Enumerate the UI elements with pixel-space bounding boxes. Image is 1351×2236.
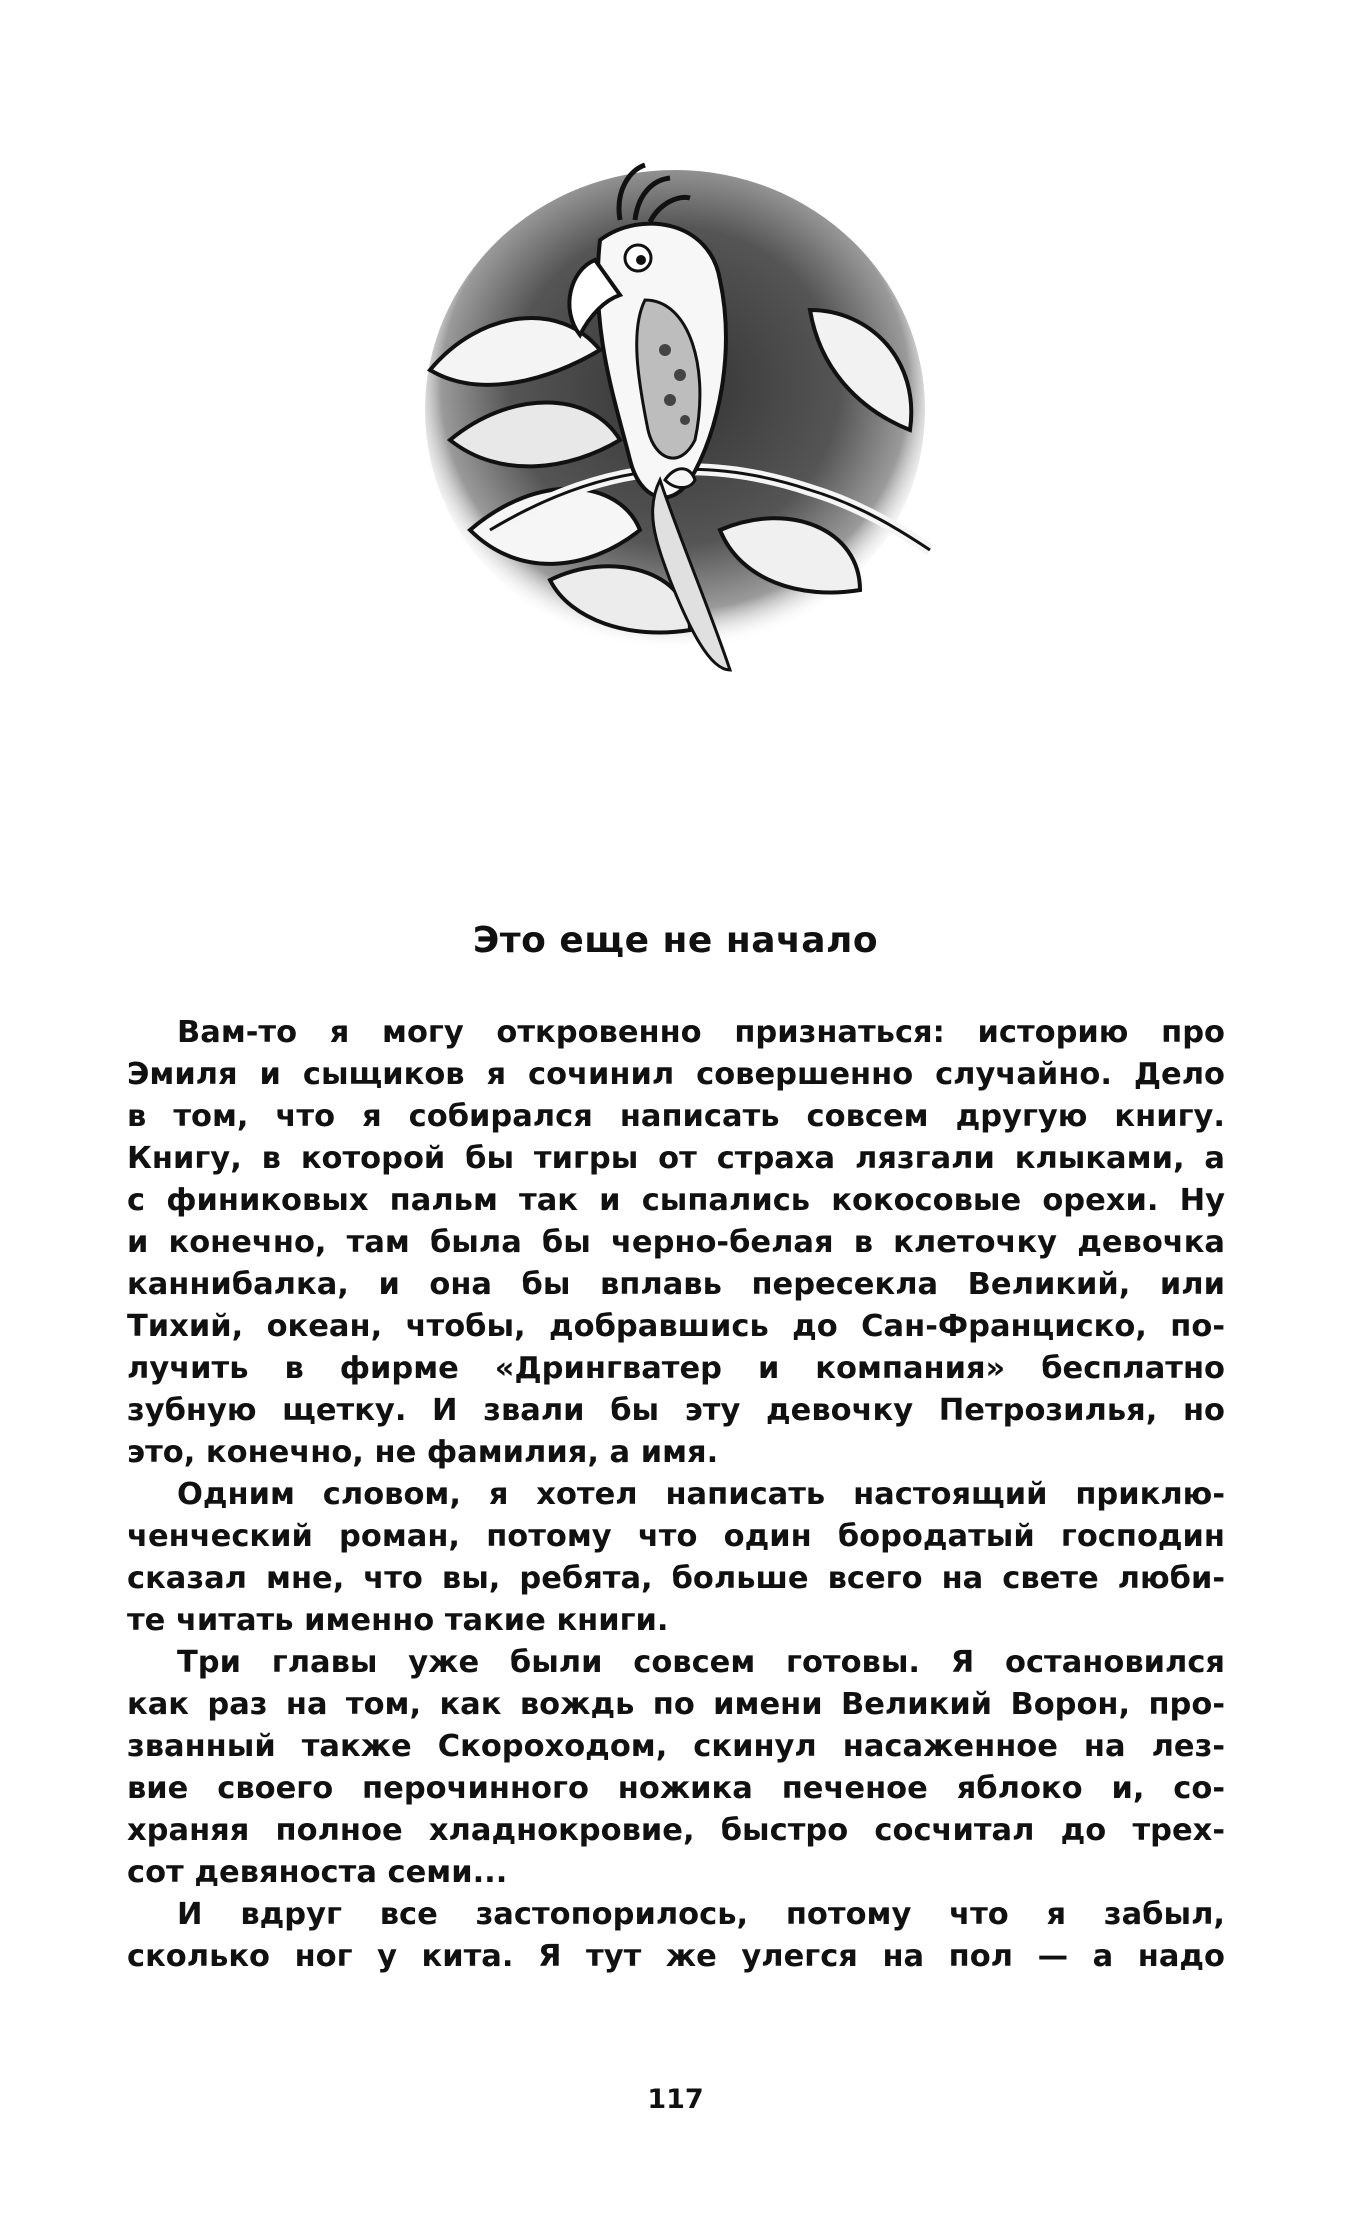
text-line: лучить в фирме «Дрингватер и компания» бесплатно [127,1351,1225,1386]
text-line: званный также Скороходом, скинул насаженное на лез- [127,1729,1225,1764]
text-line: и конечно, там была бы черно-белая в клеточку девочка [127,1225,1225,1260]
text-line: каннибалка, и она бы вплавь пересекла Великий, или [127,1267,1225,1302]
text-line: ченческий роман, потому что один бородатый господин [127,1519,1225,1554]
text-line: те читать именно такие книги. [127,1603,669,1638]
text-line: сказал мне, что вы, ребята, больше всего на свете люби- [127,1561,1225,1596]
text-line: Три главы уже были совсем готовы. Я остановился [177,1645,1225,1680]
text-line: сот девяноста семи... [127,1855,508,1890]
text-line: Книгу, в которой бы тигры от страха лязгали клыками, а [127,1141,1225,1176]
text-line: Тихий, океан, чтобы, добравшись до Сан-Франциско, по- [127,1309,1225,1344]
text-line: сколько ног у кита. Я тут же улегся на пол — а надо [127,1939,1225,1974]
chapter-title: Это еще не начало [472,920,879,961]
text-line: вие своего перочинного ножика печеное яблоко и, со- [127,1771,1225,1806]
text-line: И вдруг все застопорилось, потому что я забыл, [177,1897,1225,1932]
chapter-body [127,1012,1225,1978]
page-number: 117 [647,2084,704,2115]
text-line: храняя полное хладнокровие, быстро сосчитал до трех- [127,1813,1225,1848]
text-line: это, конечно, не фамилия, а имя. [127,1435,719,1470]
text-line: зубную щетку. И звали бы эту девочку Петрозилья, но [127,1393,1225,1428]
text-line: как раз на том, как вождь по имени Великий Ворон, про- [127,1687,1225,1722]
text-line: Вам-то я могу откровенно признаться: историю про [177,1015,1225,1050]
text-line: с финиковых пальм так и сыпались кокосовые орехи. Ну [127,1183,1225,1218]
parrot-on-branch-icon [390,110,950,750]
text-line: Эмиля и сыщиков я сочинил совершенно случайно. Дело [127,1057,1225,1092]
text-line: в том, что я собирался написать совсем другую книгу. [127,1099,1225,1134]
text-line: Одним словом, я хотел написать настоящий приклю- [177,1477,1225,1512]
